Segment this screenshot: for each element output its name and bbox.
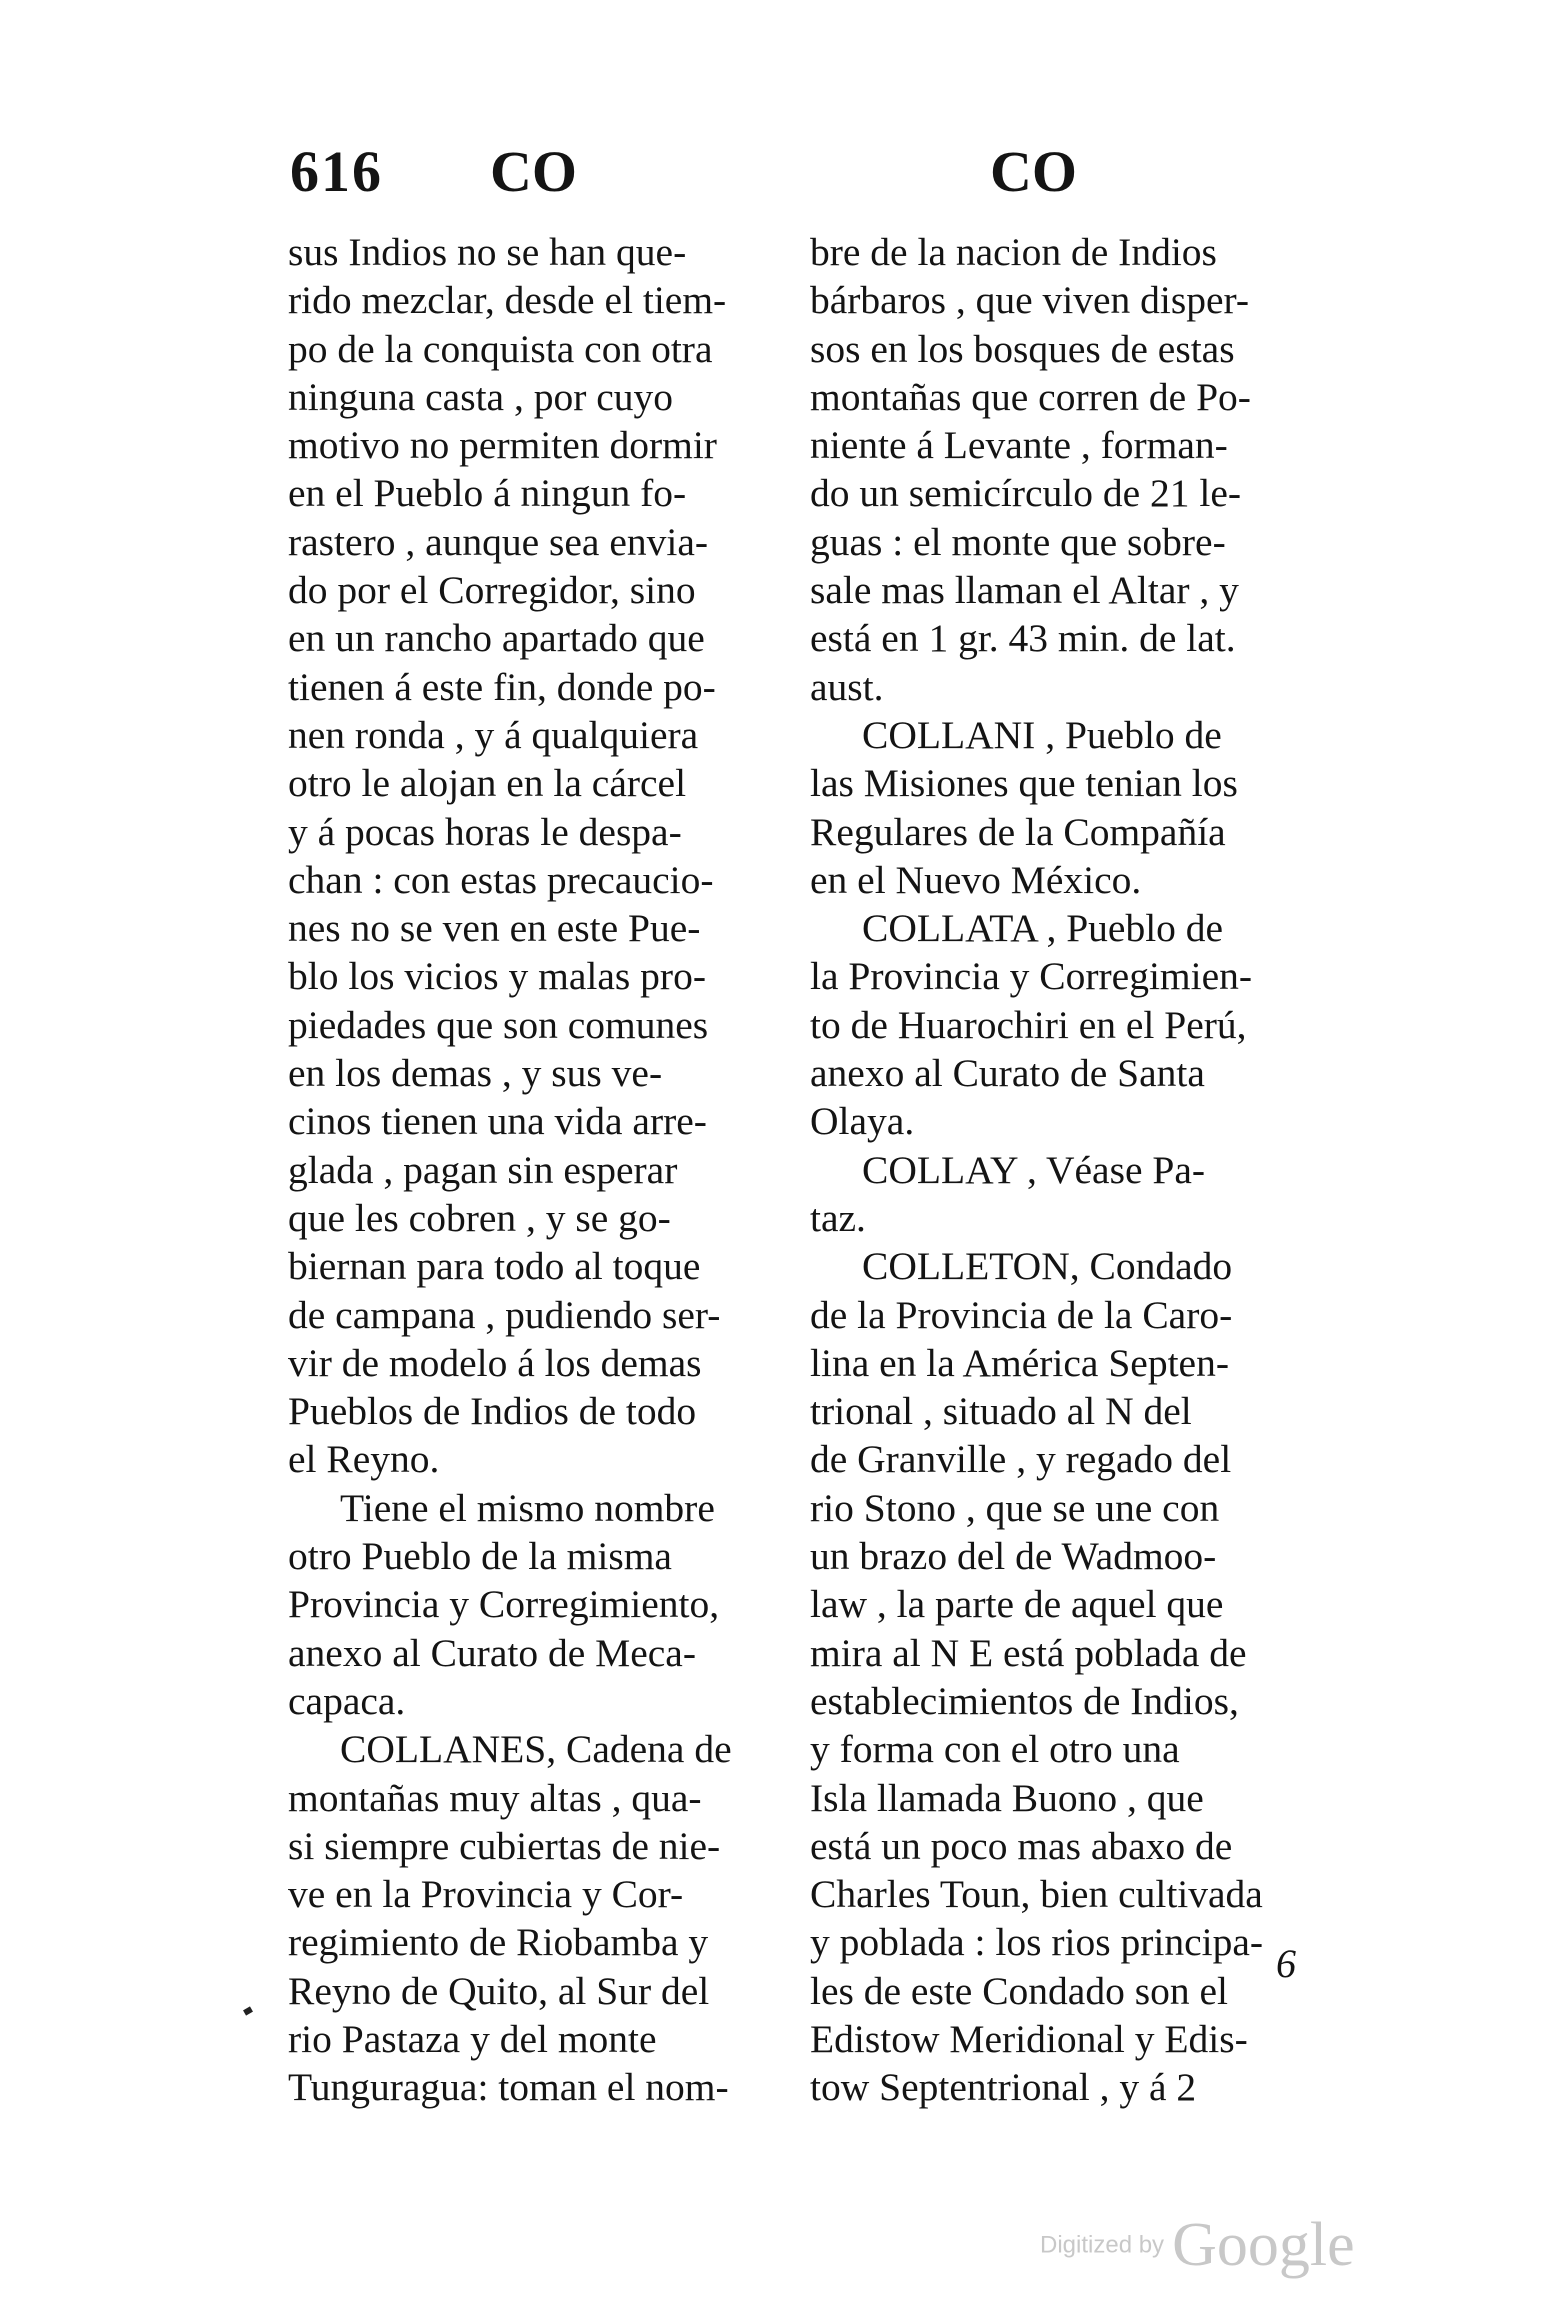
right-column-line: COLLANI , Pueblo de bbox=[862, 712, 1222, 757]
right-column-line: mira al N E está poblada de bbox=[810, 1630, 1247, 1675]
left-column-line: cinos tienen una vida arre- bbox=[288, 1099, 707, 1144]
left-column-line: de campana , pudiendo ser- bbox=[288, 1292, 721, 1337]
left-text-column bbox=[288, 228, 788, 2112]
left-column-line: el Reyno. bbox=[288, 1437, 440, 1482]
right-column-line: taz. bbox=[810, 1195, 866, 1240]
right-column-line: sos en los bosques de estas bbox=[810, 326, 1235, 371]
right-column-line: Charles Toun, bien cultivada bbox=[810, 1872, 1263, 1917]
right-column-line: Olaya. bbox=[810, 1099, 915, 1144]
left-column-line: y á pocas horas le despa- bbox=[288, 809, 682, 854]
left-column-line: Tiene el mismo nombre bbox=[340, 1485, 715, 1530]
right-column-line: sale mas llaman el Altar , y bbox=[810, 568, 1239, 613]
left-column-line: vir de modelo á los demas bbox=[288, 1340, 702, 1385]
left-column-line: nen ronda , y á qualquiera bbox=[288, 712, 699, 757]
left-column-line: anexo al Curato de Meca- bbox=[288, 1630, 696, 1675]
right-column-line: Isla llamada Buono , que bbox=[810, 1775, 1204, 1820]
left-column-line: que les cobren , y se go- bbox=[288, 1195, 671, 1240]
left-column-line: Provincia y Corregimiento, bbox=[288, 1582, 720, 1627]
left-column-line: Pueblos de Indios de todo bbox=[288, 1389, 697, 1434]
right-column-line: Regulares de la Compañía bbox=[810, 809, 1226, 854]
right-column-line: Edistow Meridional y Edis- bbox=[810, 2016, 1248, 2061]
left-column-line: sus Indios no se han que- bbox=[288, 230, 687, 274]
left-column-line: ve en la Provincia y Cor- bbox=[288, 1872, 684, 1917]
page-header bbox=[290, 138, 1290, 228]
right-column-line: law , la parte de aquel que bbox=[810, 1582, 1224, 1627]
right-text-column bbox=[810, 228, 1310, 2112]
left-column-line: motivo no permiten dormir bbox=[288, 423, 717, 468]
left-column-line: capaca. bbox=[288, 1678, 406, 1723]
watermark-brand: Google bbox=[1172, 2211, 1355, 2279]
catchword: 6 bbox=[1276, 1941, 1296, 1986]
watermark-prefix: Digitized by bbox=[1040, 2231, 1165, 2259]
left-column-line: otro Pueblo de la misma bbox=[288, 1534, 672, 1579]
right-column-line: trional , situado al N del bbox=[810, 1389, 1192, 1434]
right-column-line: bárbaros , que viven disper- bbox=[810, 278, 1250, 323]
left-column-line: rio Pastaza y del monte bbox=[288, 2016, 657, 2061]
right-column-line: bre de la nacion de Indios bbox=[810, 230, 1217, 274]
right-column-line: lina en la América Septen- bbox=[810, 1340, 1229, 1385]
right-column-line: un brazo del de Wadmoo- bbox=[810, 1534, 1217, 1579]
left-column-line: regimiento de Riobamba y bbox=[288, 1920, 709, 1965]
right-column-line: niente á Levante , forman- bbox=[810, 423, 1228, 468]
left-column-line: Tunguragua: toman el nom- bbox=[288, 2065, 729, 2110]
right-column-line: las Misiones que tenian los bbox=[810, 761, 1238, 806]
left-column-line: chan : con estas precaucio- bbox=[288, 857, 714, 902]
right-column-line: está en 1 gr. 43 min. de lat. bbox=[810, 616, 1236, 661]
left-column-line: en un rancho apartado que bbox=[288, 616, 705, 661]
right-column-line: COLLATA , Pueblo de bbox=[862, 906, 1224, 951]
right-column-line: anexo al Curato de Santa bbox=[810, 1051, 1205, 1096]
running-head-left: CO bbox=[490, 139, 577, 204]
right-column-line: montañas que corren de Po- bbox=[810, 374, 1251, 419]
left-column-line: biernan para todo al toque bbox=[288, 1244, 701, 1289]
left-column-line: ninguna casta , por cuyo bbox=[288, 374, 674, 419]
left-column-line: tienen á este fin, donde po- bbox=[288, 664, 716, 709]
left-column-line: en el Pueblo á ningun fo- bbox=[288, 471, 687, 516]
right-column-line: en el Nuevo México. bbox=[810, 857, 1142, 902]
left-column-line: nes no se ven en este Pue- bbox=[288, 906, 701, 951]
left-column-line: rido mezclar, desde el tiem- bbox=[288, 278, 727, 323]
right-column-line: de la Provincia de la Caro- bbox=[810, 1292, 1233, 1337]
right-column-line: COLLETON, Condado bbox=[862, 1244, 1233, 1289]
right-column-line: aust. bbox=[810, 664, 884, 709]
left-column-line: otro le alojan en la cárcel bbox=[288, 761, 687, 806]
digitized-watermark bbox=[1040, 2210, 1355, 2281]
right-column-line: rio Stono , que se une con bbox=[810, 1485, 1220, 1530]
right-column-line: les de este Condado son el bbox=[810, 1968, 1228, 2013]
right-column-line: establecimientos de Indios, bbox=[810, 1678, 1239, 1723]
running-head-right: CO bbox=[990, 139, 1077, 204]
left-column-line: rastero , aunque sea envia- bbox=[288, 519, 709, 564]
left-column-line: si siempre cubiertas de nie- bbox=[288, 1823, 721, 1868]
left-column-line: blo los vicios y malas pro- bbox=[288, 954, 706, 999]
left-column-line: Reyno de Quito, al Sur del bbox=[288, 1968, 710, 2013]
left-column-line: piedades que son comunes bbox=[288, 1002, 709, 1047]
right-column-line: guas : el monte que sobre- bbox=[810, 519, 1226, 564]
right-column-line: y forma con el otro una bbox=[810, 1727, 1180, 1772]
left-column-line: po de la conquista con otra bbox=[288, 326, 713, 371]
left-column-line: do por el Corregidor, sino bbox=[288, 568, 696, 613]
ink-mark bbox=[243, 2006, 253, 2015]
right-column-line: tow Septentrional , y á 2 bbox=[810, 2065, 1197, 2110]
right-column-line: COLLAY , Véase Pa- bbox=[862, 1147, 1206, 1192]
left-column-line: en los demas , y sus ve- bbox=[288, 1051, 663, 1096]
right-column-line: está un poco mas abaxo de bbox=[810, 1823, 1233, 1868]
left-column-line: montañas muy altas , qua- bbox=[288, 1775, 702, 1820]
right-column-line: to de Huarochiri en el Perú, bbox=[810, 1002, 1247, 1047]
right-column-line: la Provincia y Corregimien- bbox=[810, 954, 1253, 999]
left-column-line: COLLANES, Cadena de bbox=[340, 1727, 732, 1772]
left-column-line: glada , pagan sin esperar bbox=[288, 1147, 678, 1192]
right-column-line: de Granville , y regado del bbox=[810, 1437, 1232, 1482]
page-number: 616 bbox=[290, 139, 383, 204]
right-column-line: y poblada : los rios principa- bbox=[810, 1920, 1264, 1965]
right-column-line: do un semicírculo de 21 le- bbox=[810, 471, 1242, 516]
